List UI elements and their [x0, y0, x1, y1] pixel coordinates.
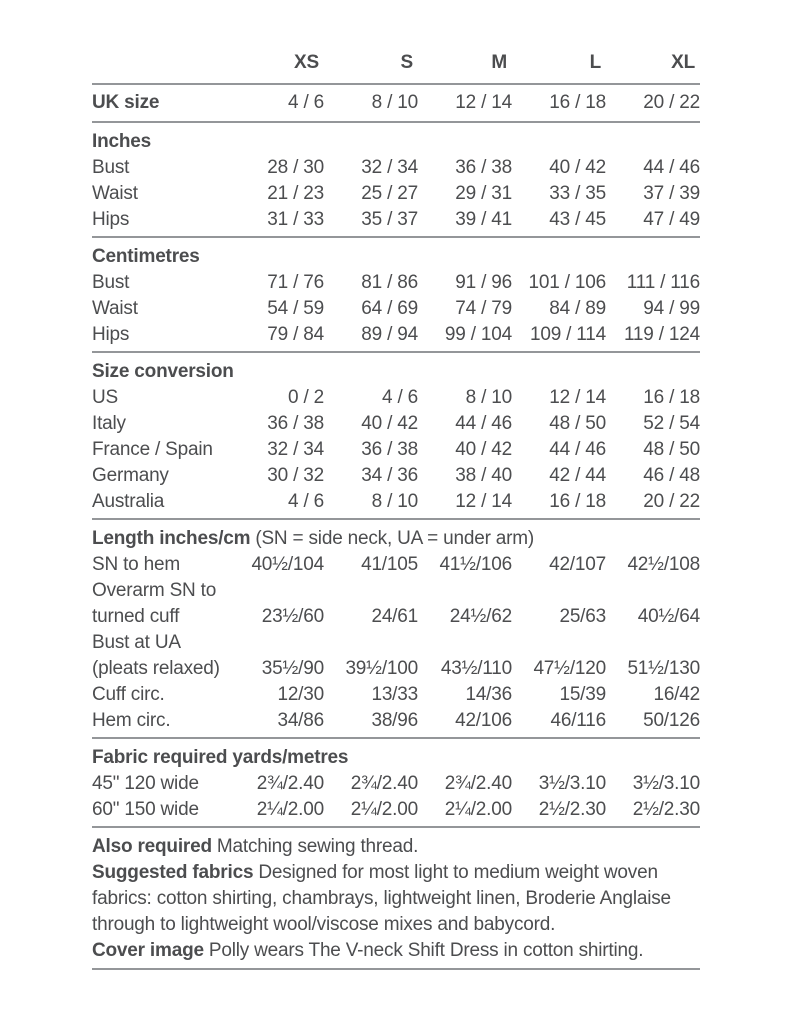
note-label: Also required — [92, 836, 212, 857]
value-cell: 99 / 104 — [444, 324, 512, 345]
section-title: Inches — [92, 131, 151, 152]
size-header-xs: XS — [294, 52, 319, 73]
value-cell: 3½/3.10 — [632, 773, 700, 794]
table-row — [92, 90, 700, 116]
value-cell: 91 / 96 — [455, 272, 512, 293]
value-cell: 50/126 — [643, 710, 700, 731]
size-chart-table — [92, 46, 700, 970]
section-uk-size — [92, 85, 700, 123]
value-cell: 46 / 48 — [643, 465, 700, 486]
value-cell: 25 / 27 — [361, 183, 418, 204]
value-cell: 47 / 49 — [643, 209, 700, 230]
value-cell: 4 / 6 — [288, 491, 324, 512]
value-cell: 44 / 46 — [455, 413, 512, 434]
section-title: Size conversion — [92, 361, 234, 382]
value-cell: 111 / 116 — [626, 272, 700, 293]
value-cell: 84 / 89 — [549, 298, 606, 319]
note-label: Cover image — [92, 940, 204, 961]
table-row — [92, 181, 700, 207]
row-label: Bust — [92, 157, 130, 178]
section-notes — [92, 828, 700, 970]
value-cell: 81 / 86 — [361, 272, 418, 293]
value-cell: 20 / 22 — [643, 92, 700, 113]
row-label: Hips — [92, 209, 130, 230]
note-text: Designed for most light to medium weight woven fabrics: cotton shirting, chambrays, lightweight linen, Broderie Anglaise through to lightweight wool/viscose mixes and babycord. — [92, 862, 671, 935]
value-cell: 101 / 106 — [528, 272, 606, 293]
value-cell: 74 / 79 — [455, 298, 512, 319]
section-centimetres — [92, 238, 700, 353]
value-cell: 41/105 — [361, 554, 418, 575]
value-cell: 71 / 76 — [267, 272, 324, 293]
value-cell: 12 / 14 — [549, 387, 606, 408]
row-label: 45" 120 wide — [92, 773, 199, 794]
section-fabric — [92, 739, 700, 828]
value-cell: 47½/120 — [533, 658, 606, 679]
size-header-xl: XL — [671, 52, 695, 73]
value-cell: 34/86 — [277, 710, 324, 731]
value-cell: 64 / 69 — [361, 298, 418, 319]
value-cell: 32 / 34 — [361, 157, 418, 178]
value-cell: 8 / 10 — [465, 387, 512, 408]
value-cell: 37 / 39 — [643, 183, 700, 204]
value-cell: 109 / 114 — [529, 324, 606, 345]
table-row — [92, 437, 700, 463]
row-label: 60" 150 wide — [92, 799, 199, 820]
value-cell: 51½/130 — [627, 658, 700, 679]
value-cell: 39 / 41 — [455, 209, 512, 230]
value-cell: 48 / 50 — [549, 413, 606, 434]
value-cell: 2½/2.30 — [538, 799, 606, 820]
size-header-l: L — [589, 52, 601, 73]
row-label: Waist — [92, 183, 138, 204]
value-cell: 42/107 — [549, 554, 606, 575]
row-label: Italy — [92, 413, 126, 434]
value-cell: 35 / 37 — [361, 209, 418, 230]
size-header-m: M — [491, 52, 507, 73]
value-cell: 16/42 — [653, 684, 700, 705]
value-cell: 36 / 38 — [267, 413, 324, 434]
note-suggested-fabrics — [92, 860, 714, 938]
header-spacer — [92, 50, 230, 76]
value-cell: 44 / 46 — [549, 439, 606, 460]
value-cell: 40 / 42 — [361, 413, 418, 434]
value-cell: 12/30 — [277, 684, 324, 705]
table-row — [92, 771, 700, 797]
row-label-line1: Overarm SN to — [92, 580, 217, 601]
section-title: Centimetres — [92, 246, 200, 267]
table-row — [92, 630, 700, 656]
row-label: Waist — [92, 298, 138, 319]
value-cell: 42½/108 — [627, 554, 700, 575]
value-cell: 2¾/2.40 — [444, 773, 512, 794]
value-cell: 29 / 31 — [455, 183, 512, 204]
table-row — [92, 578, 700, 604]
value-cell: 2¼/2.00 — [256, 799, 324, 820]
value-cell: 2¼/2.00 — [350, 799, 418, 820]
value-cell: 42/106 — [455, 710, 512, 731]
value-cell: 21 / 23 — [267, 183, 324, 204]
table-row — [92, 155, 700, 181]
value-cell: 42 / 44 — [549, 465, 606, 486]
value-cell: 43 / 45 — [549, 209, 606, 230]
table-row — [92, 552, 700, 578]
table-row — [92, 604, 700, 630]
table-row — [92, 656, 700, 682]
value-cell: 34 / 36 — [361, 465, 418, 486]
value-cell: 119 / 124 — [623, 324, 700, 345]
section-inches — [92, 123, 700, 238]
row-label: France / Spain — [92, 439, 213, 460]
value-cell: 36 / 38 — [455, 157, 512, 178]
row-label-line1: Bust at UA — [92, 632, 181, 653]
row-label: US — [92, 387, 118, 408]
value-cell: 13/33 — [371, 684, 418, 705]
row-label: Bust — [92, 272, 130, 293]
row-label: Germany — [92, 465, 169, 486]
table-row — [92, 322, 700, 348]
value-cell: 4 / 6 — [288, 92, 324, 113]
row-label: turned cuff — [92, 606, 180, 627]
value-cell: 2½/2.30 — [632, 799, 700, 820]
section-title — [92, 526, 700, 552]
note-text: Matching sewing thread. — [216, 836, 419, 857]
value-cell: 16 / 18 — [549, 92, 606, 113]
row-label: (pleats relaxed) — [92, 658, 220, 679]
value-cell: 36 / 38 — [361, 439, 418, 460]
length-title-bold: Length inches/cm — [92, 528, 251, 549]
table-row — [92, 797, 700, 823]
row-label: Hem circ. — [92, 710, 171, 731]
row-label: Hips — [92, 324, 130, 345]
value-cell: 79 / 84 — [267, 324, 324, 345]
value-cell: 40½/64 — [637, 606, 700, 627]
value-cell: 48 / 50 — [643, 439, 700, 460]
value-cell: 44 / 46 — [643, 157, 700, 178]
value-cell: 2¾/2.40 — [256, 773, 324, 794]
value-cell: 16 / 18 — [549, 491, 606, 512]
note-cover-image — [92, 938, 714, 964]
value-cell: 3½/3.10 — [538, 773, 606, 794]
table-row — [92, 463, 700, 489]
row-label: SN to hem — [92, 554, 180, 575]
value-cell: 24/61 — [371, 606, 418, 627]
table-row — [92, 296, 700, 322]
section-title: Fabric required yards/metres — [92, 747, 349, 768]
value-cell: 39½/100 — [345, 658, 418, 679]
table-row — [92, 682, 700, 708]
value-cell: 40 / 42 — [549, 157, 606, 178]
value-cell: 38/96 — [371, 710, 418, 731]
value-cell: 35½/90 — [261, 658, 324, 679]
value-cell: 8 / 10 — [371, 92, 418, 113]
value-cell: 12 / 14 — [455, 92, 512, 113]
value-cell: 46/116 — [550, 710, 606, 731]
value-cell: 31 / 33 — [267, 209, 324, 230]
value-cell: 32 / 34 — [267, 439, 324, 460]
value-cell: 30 / 32 — [267, 465, 324, 486]
table-row — [92, 708, 700, 734]
size-header-row — [92, 46, 700, 85]
section-size-conversion — [92, 353, 700, 520]
note-label: Suggested fabrics — [92, 862, 254, 883]
table-row — [92, 207, 700, 233]
value-cell: 41½/106 — [439, 554, 512, 575]
value-cell: 14/36 — [465, 684, 512, 705]
value-cell: 2¾/2.40 — [350, 773, 418, 794]
table-row — [92, 270, 700, 296]
value-cell: 89 / 94 — [361, 324, 418, 345]
value-cell: 38 / 40 — [455, 465, 512, 486]
value-cell: 24½/62 — [449, 606, 512, 627]
row-label: Australia — [92, 491, 165, 512]
value-cell: 0 / 2 — [288, 387, 324, 408]
value-cell: 43½/110 — [440, 658, 512, 679]
section-length — [92, 520, 700, 739]
row-label: Cuff circ. — [92, 684, 165, 705]
value-cell: 33 / 35 — [549, 183, 606, 204]
table-row — [92, 489, 700, 515]
value-cell: 52 / 54 — [643, 413, 700, 434]
value-cell: 16 / 18 — [643, 387, 700, 408]
value-cell: 8 / 10 — [371, 491, 418, 512]
value-cell: 4 / 6 — [382, 387, 418, 408]
value-cell: 28 / 30 — [267, 157, 324, 178]
value-cell: 2¼/2.00 — [444, 799, 512, 820]
table-row — [92, 385, 700, 411]
value-cell: 15/39 — [559, 684, 606, 705]
row-label: UK size — [92, 92, 160, 113]
value-cell: 25/63 — [559, 606, 606, 627]
value-cell: 54 / 59 — [267, 298, 324, 319]
note-also-required — [92, 834, 714, 860]
value-cell: 20 / 22 — [643, 491, 700, 512]
value-cell: 40½/104 — [251, 554, 324, 575]
value-cell: 12 / 14 — [455, 491, 512, 512]
value-cell: 23½/60 — [261, 606, 324, 627]
size-header-s: S — [400, 52, 413, 73]
table-row — [92, 411, 700, 437]
note-text: Polly wears The V-neck Shift Dress in cotton shirting. — [208, 940, 644, 961]
value-cell: 40 / 42 — [455, 439, 512, 460]
length-title-note: (SN = side neck, UA = under arm) — [255, 528, 535, 549]
value-cell: 94 / 99 — [643, 298, 700, 319]
